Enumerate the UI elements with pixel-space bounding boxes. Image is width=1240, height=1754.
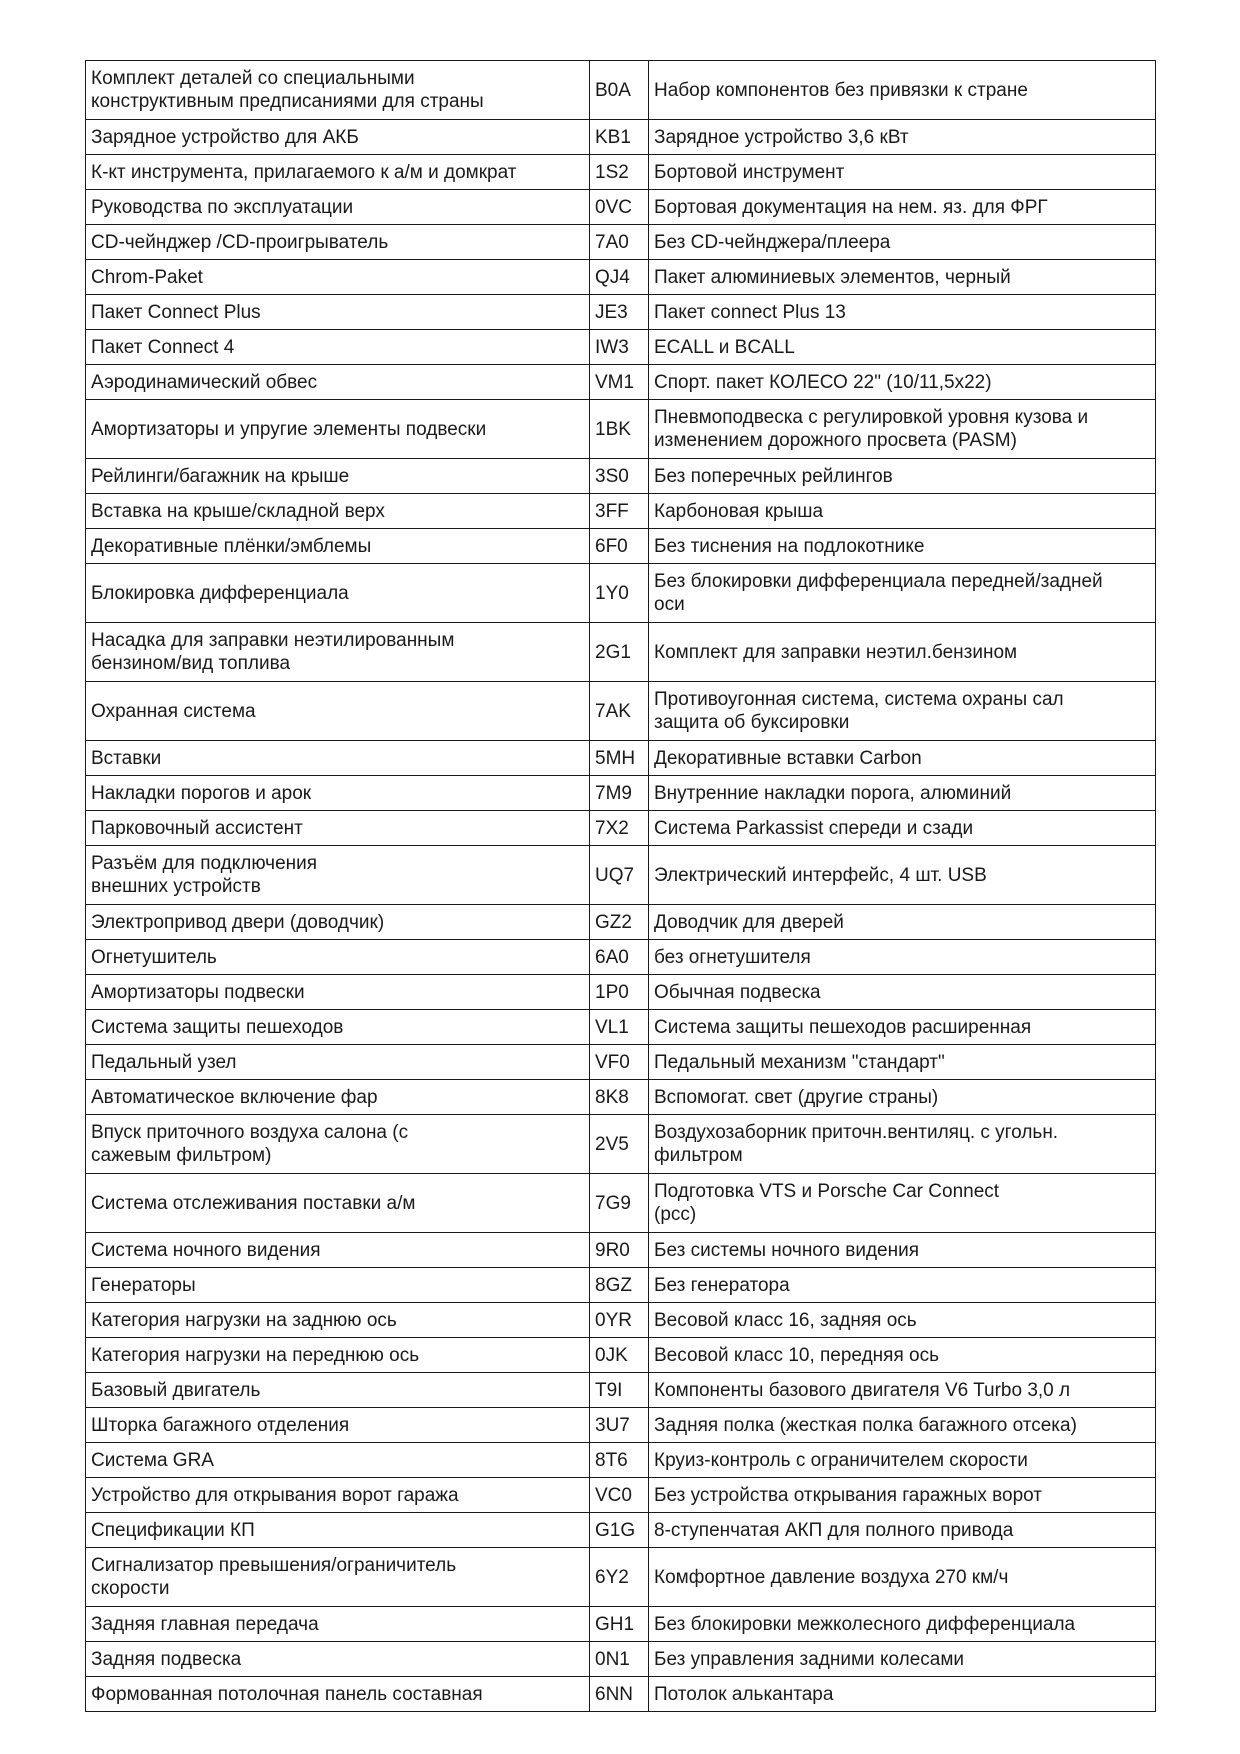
table-row <box>86 330 1156 365</box>
code-cell: 8K8 <box>590 1080 649 1115</box>
table-row <box>86 1373 1156 1408</box>
description-cell: ECALL и BCALL <box>649 330 1156 365</box>
description-cell: Электрический интерфейс, 4 шт. USB <box>649 846 1156 905</box>
code-cell: 2G1 <box>590 623 649 682</box>
code-cell: 0YR <box>590 1303 649 1338</box>
category-cell: Насадка для заправки неэтилированным бензином/вид топлива <box>86 623 590 682</box>
table-row <box>86 975 1156 1010</box>
description-cell: Пакет алюминиевых элементов, черный <box>649 260 1156 295</box>
table-row <box>86 1443 1156 1478</box>
table-row <box>86 529 1156 564</box>
description-cell: Комплект для заправки неэтил.бензином <box>649 623 1156 682</box>
table-row <box>86 295 1156 330</box>
category-cell: Вставка на крыше/складной верх <box>86 494 590 529</box>
description-cell: Компоненты базового двигателя V6 Turbo 3,0 л <box>649 1373 1156 1408</box>
description-cell: Без устройства открывания гаражных ворот <box>649 1478 1156 1513</box>
table-row <box>86 1174 1156 1233</box>
description-cell: Потолок алькантара <box>649 1677 1156 1712</box>
category-cell: Разъём для подключения внешних устройств <box>86 846 590 905</box>
table-row <box>86 1115 1156 1174</box>
code-cell: 0N1 <box>590 1642 649 1677</box>
category-cell: Руководства по эксплуатации <box>86 190 590 225</box>
table-row <box>86 1010 1156 1045</box>
category-cell: Категория нагрузки на переднюю ось <box>86 1338 590 1373</box>
category-cell: Блокировка дифференциала <box>86 564 590 623</box>
table-row <box>86 1642 1156 1677</box>
table-row <box>86 1607 1156 1642</box>
table-row <box>86 120 1156 155</box>
category-cell: Рейлинги/багажник на крыше <box>86 459 590 494</box>
category-cell: Амортизаторы подвески <box>86 975 590 1010</box>
code-cell: VC0 <box>590 1478 649 1513</box>
description-cell: Система Parkassist спереди и сзади <box>649 811 1156 846</box>
code-cell: QJ4 <box>590 260 649 295</box>
code-cell: 6F0 <box>590 529 649 564</box>
description-cell: Спорт. пакет КОЛЕСО 22" (10/11,5x22) <box>649 365 1156 400</box>
table-row <box>86 846 1156 905</box>
table-row <box>86 741 1156 776</box>
code-cell: 7X2 <box>590 811 649 846</box>
category-cell: Категория нагрузки на заднюю ось <box>86 1303 590 1338</box>
category-cell: Амортизаторы и упругие элементы подвески <box>86 400 590 459</box>
table-row <box>86 365 1156 400</box>
table-row <box>86 1677 1156 1712</box>
category-cell: Устройство для открывания ворот гаража <box>86 1478 590 1513</box>
table-row <box>86 61 1156 120</box>
category-cell: Комплект деталей со специальными конструктивным предписаниями для страны <box>86 61 590 120</box>
table-row <box>86 260 1156 295</box>
category-cell: Задняя главная передача <box>86 1607 590 1642</box>
description-cell: Пневмоподвеска с регулировкой уровня кузова и изменением дорожного просвета (PASM) <box>649 400 1156 459</box>
category-cell: Зарядное устройство для АКБ <box>86 120 590 155</box>
code-cell: 3FF <box>590 494 649 529</box>
category-cell: Система отслеживания поставки а/м <box>86 1174 590 1233</box>
description-cell: Задняя полка (жесткая полка багажного отсека) <box>649 1408 1156 1443</box>
description-cell: Декоративные вставки Carbon <box>649 741 1156 776</box>
category-cell: Парковочный ассистент <box>86 811 590 846</box>
description-cell: Внутренние накладки порога, алюминий <box>649 776 1156 811</box>
table-row <box>86 1268 1156 1303</box>
description-cell: Без системы ночного видения <box>649 1233 1156 1268</box>
code-cell: 6A0 <box>590 940 649 975</box>
description-cell: без огнетушителя <box>649 940 1156 975</box>
options-table-body <box>86 61 1156 1712</box>
description-cell: Бортовой инструмент <box>649 155 1156 190</box>
category-cell: Автоматическое включение фар <box>86 1080 590 1115</box>
code-cell: 8GZ <box>590 1268 649 1303</box>
table-row <box>86 1338 1156 1373</box>
code-cell: VF0 <box>590 1045 649 1080</box>
table-row <box>86 1548 1156 1607</box>
code-cell: KB1 <box>590 120 649 155</box>
table-row <box>86 623 1156 682</box>
code-cell: VM1 <box>590 365 649 400</box>
code-cell: 7G9 <box>590 1174 649 1233</box>
category-cell: Огнетушитель <box>86 940 590 975</box>
description-cell: Весовой класс 16, задняя ось <box>649 1303 1156 1338</box>
code-cell: 1Y0 <box>590 564 649 623</box>
code-cell: 7AK <box>590 682 649 741</box>
description-cell: Без генератора <box>649 1268 1156 1303</box>
category-cell: Педальный узел <box>86 1045 590 1080</box>
code-cell: 0JK <box>590 1338 649 1373</box>
code-cell: 5MH <box>590 741 649 776</box>
table-row <box>86 1045 1156 1080</box>
description-cell: Карбоновая крыша <box>649 494 1156 529</box>
category-cell: Декоративные плёнки/эмблемы <box>86 529 590 564</box>
category-cell: Охранная система <box>86 682 590 741</box>
table-row <box>86 1080 1156 1115</box>
category-cell: Генераторы <box>86 1268 590 1303</box>
description-cell: Комфортное давление воздуха 270 км/ч <box>649 1548 1156 1607</box>
code-cell: IW3 <box>590 330 649 365</box>
table-row <box>86 905 1156 940</box>
code-cell: UQ7 <box>590 846 649 905</box>
category-cell: К-кт инструмента, прилагаемого к а/м и домкрат <box>86 155 590 190</box>
table-row <box>86 1303 1156 1338</box>
category-cell: Пакет Connect 4 <box>86 330 590 365</box>
category-cell: CD-чейнджер /CD-проигрыватель <box>86 225 590 260</box>
category-cell: Базовый двигатель <box>86 1373 590 1408</box>
description-cell: Пакет connect Plus 13 <box>649 295 1156 330</box>
table-row <box>86 776 1156 811</box>
code-cell: 1BK <box>590 400 649 459</box>
table-row <box>86 1233 1156 1268</box>
table-row <box>86 1513 1156 1548</box>
description-cell: Набор компонентов без привязки к стране <box>649 61 1156 120</box>
code-cell: 0VC <box>590 190 649 225</box>
code-cell: G1G <box>590 1513 649 1548</box>
code-cell: 2V5 <box>590 1115 649 1174</box>
options-table <box>85 60 1156 1712</box>
description-cell: Зарядное устройство 3,6 кВт <box>649 120 1156 155</box>
code-cell: 3U7 <box>590 1408 649 1443</box>
category-cell: Сигнализатор превышения/ограничитель скорости <box>86 1548 590 1607</box>
description-cell: Воздухозаборник приточн.вентиляц. с угольн. фильтром <box>649 1115 1156 1174</box>
table-row <box>86 155 1156 190</box>
category-cell: Chrom-Paket <box>86 260 590 295</box>
code-cell: 1P0 <box>590 975 649 1010</box>
table-row <box>86 1408 1156 1443</box>
code-cell: T9I <box>590 1373 649 1408</box>
category-cell: Задняя подвеска <box>86 1642 590 1677</box>
table-row <box>86 459 1156 494</box>
category-cell: Накладки порогов и арок <box>86 776 590 811</box>
category-cell: Система ночного видения <box>86 1233 590 1268</box>
table-row <box>86 494 1156 529</box>
document-page <box>85 60 1155 1712</box>
description-cell: Педальный механизм "стандарт" <box>649 1045 1156 1080</box>
category-cell: Аэродинамический обвес <box>86 365 590 400</box>
code-cell: JE3 <box>590 295 649 330</box>
description-cell: Круиз-контроль с ограничителем скорости <box>649 1443 1156 1478</box>
category-cell: Формованная потолочная панель составная <box>86 1677 590 1712</box>
table-row <box>86 811 1156 846</box>
description-cell: Весовой класс 10, передняя ось <box>649 1338 1156 1373</box>
description-cell: Без блокировки дифференциала передней/задней оси <box>649 564 1156 623</box>
description-cell: Противоугонная система, система охраны сал защита об буксировки <box>649 682 1156 741</box>
table-row <box>86 400 1156 459</box>
table-row <box>86 682 1156 741</box>
table-row <box>86 225 1156 260</box>
description-cell: Система защиты пешеходов расширенная <box>649 1010 1156 1045</box>
category-cell: Впуск приточного воздуха салона (с сажевым фильтром) <box>86 1115 590 1174</box>
category-cell: Система GRA <box>86 1443 590 1478</box>
code-cell: 7A0 <box>590 225 649 260</box>
code-cell: 7M9 <box>590 776 649 811</box>
code-cell: GH1 <box>590 1607 649 1642</box>
table-row <box>86 940 1156 975</box>
category-cell: Спецификации КП <box>86 1513 590 1548</box>
category-cell: Электропривод двери (доводчик) <box>86 905 590 940</box>
table-row <box>86 190 1156 225</box>
code-cell: 6Y2 <box>590 1548 649 1607</box>
category-cell: Пакет Connect Plus <box>86 295 590 330</box>
description-cell: Без CD-чейнджера/плеера <box>649 225 1156 260</box>
description-cell: Без блокировки межколесного дифференциала <box>649 1607 1156 1642</box>
description-cell: Бортовая документация на нем. яз. для ФРГ <box>649 190 1156 225</box>
description-cell: Без тиснения на подлокотнике <box>649 529 1156 564</box>
category-cell: Система защиты пешеходов <box>86 1010 590 1045</box>
table-row <box>86 564 1156 623</box>
description-cell: Вспомогат. свет (другие страны) <box>649 1080 1156 1115</box>
description-cell: Доводчик для дверей <box>649 905 1156 940</box>
code-cell: 1S2 <box>590 155 649 190</box>
code-cell: VL1 <box>590 1010 649 1045</box>
description-cell: Подготовка VTS и Porsche Car Connect (pcc) <box>649 1174 1156 1233</box>
description-cell: 8-ступенчатая АКП для полного привода <box>649 1513 1156 1548</box>
code-cell: 9R0 <box>590 1233 649 1268</box>
description-cell: Обычная подвеска <box>649 975 1156 1010</box>
description-cell: Без управления задними колесами <box>649 1642 1156 1677</box>
table-row <box>86 1478 1156 1513</box>
code-cell: 6NN <box>590 1677 649 1712</box>
code-cell: 8T6 <box>590 1443 649 1478</box>
code-cell: B0A <box>590 61 649 120</box>
category-cell: Шторка багажного отделения <box>86 1408 590 1443</box>
category-cell: Вставки <box>86 741 590 776</box>
code-cell: GZ2 <box>590 905 649 940</box>
code-cell: 3S0 <box>590 459 649 494</box>
description-cell: Без поперечных рейлингов <box>649 459 1156 494</box>
